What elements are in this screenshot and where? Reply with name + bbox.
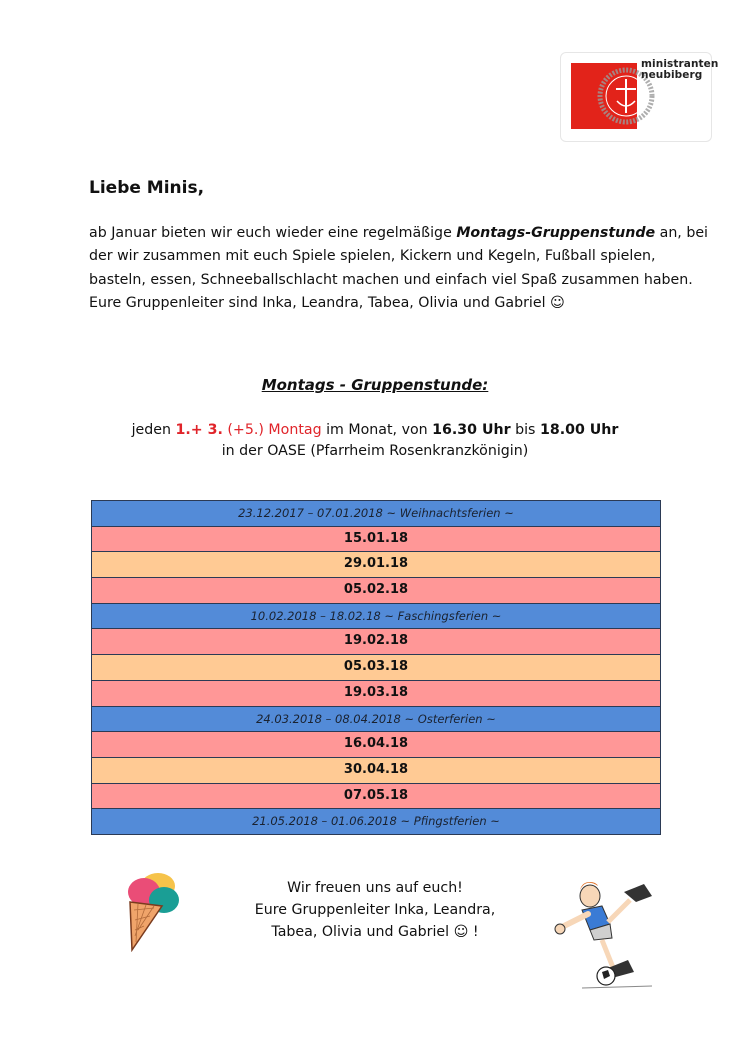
time-end: 18.00 Uhr bbox=[539, 422, 619, 438]
schedule-info bbox=[0, 420, 750, 462]
schedule-location: in der OASE (Pfarrheim Rosenkranzkönigin) bbox=[221, 443, 529, 459]
dates-table bbox=[91, 500, 661, 835]
logo-line-1: ministranten bbox=[641, 58, 719, 70]
closing-line-1: Wir freuen uns auf euch! bbox=[287, 880, 463, 896]
date-row: 29.01.18 bbox=[92, 552, 660, 578]
date-row: 15.01.18 bbox=[92, 527, 660, 553]
leaders-line: Eure Gruppenleiter sind Inka, Leandra, Tabea, Olivia und Gabriel ☺ bbox=[89, 295, 565, 312]
schedule-prefix: jeden bbox=[131, 422, 176, 438]
holiday-row: 10.02.2018 – 18.02.18 ~ Faschingsferien ~ bbox=[92, 604, 660, 630]
holiday-row: 23.12.2017 – 07.01.2018 ~ Weihnachtsferien ~ bbox=[92, 501, 660, 527]
date-row: 19.03.18 bbox=[92, 681, 660, 707]
date-row: 19.02.18 bbox=[92, 629, 660, 655]
greeting-heading: Liebe Minis, bbox=[89, 178, 205, 198]
schedule-mid: im Monat, von bbox=[321, 422, 433, 438]
date-row: 16.04.18 bbox=[92, 732, 660, 758]
intro-text-end: an, bei der wir zusammen mit euch Spiele spielen, Kickern und Kegeln, Fußball spielen, basteln, essen, Schneeballschlacht machen und einfach viel Spaß zusammen haben. bbox=[89, 225, 709, 288]
schedule-line-1 bbox=[0, 420, 750, 441]
closing-line-2: Eure Gruppenleiter Inka, Leandra, bbox=[254, 902, 496, 918]
time-start: 16.30 Uhr bbox=[432, 422, 511, 438]
intro-text-start: ab Januar bieten wir euch wieder eine regelmäßige bbox=[89, 225, 457, 241]
schedule-weeks: 1.+ 3. bbox=[175, 422, 223, 438]
ministranten-logo bbox=[560, 52, 719, 142]
date-row: 05.02.18 bbox=[92, 578, 660, 604]
closing-line-3: Tabea, Olivia und Gabriel ☺ ! bbox=[271, 924, 479, 940]
date-row: 05.03.18 bbox=[92, 655, 660, 681]
soccer-player-icon bbox=[552, 878, 667, 990]
schedule-bis: bis bbox=[510, 422, 540, 438]
holiday-row: 24.03.2018 – 08.04.2018 ~ Osterferien ~ bbox=[92, 707, 660, 733]
ice-cream-cone-icon bbox=[124, 872, 184, 952]
holiday-row: 21.05.2018 – 01.06.2018 ~ Pfingstferien ~ bbox=[92, 809, 660, 835]
date-row: 30.04.18 bbox=[92, 758, 660, 784]
intro-paragraph bbox=[89, 222, 709, 316]
date-row: 07.05.18 bbox=[92, 784, 660, 810]
logo-line-2: neubiberg bbox=[641, 69, 703, 81]
intro-bold-title: Montags-Gruppenstunde bbox=[456, 225, 656, 241]
section-title: Montags - Gruppenstunde: bbox=[261, 376, 489, 394]
schedule-extra-monday: (+5.) Montag bbox=[222, 422, 322, 438]
logo-text bbox=[641, 59, 718, 81]
